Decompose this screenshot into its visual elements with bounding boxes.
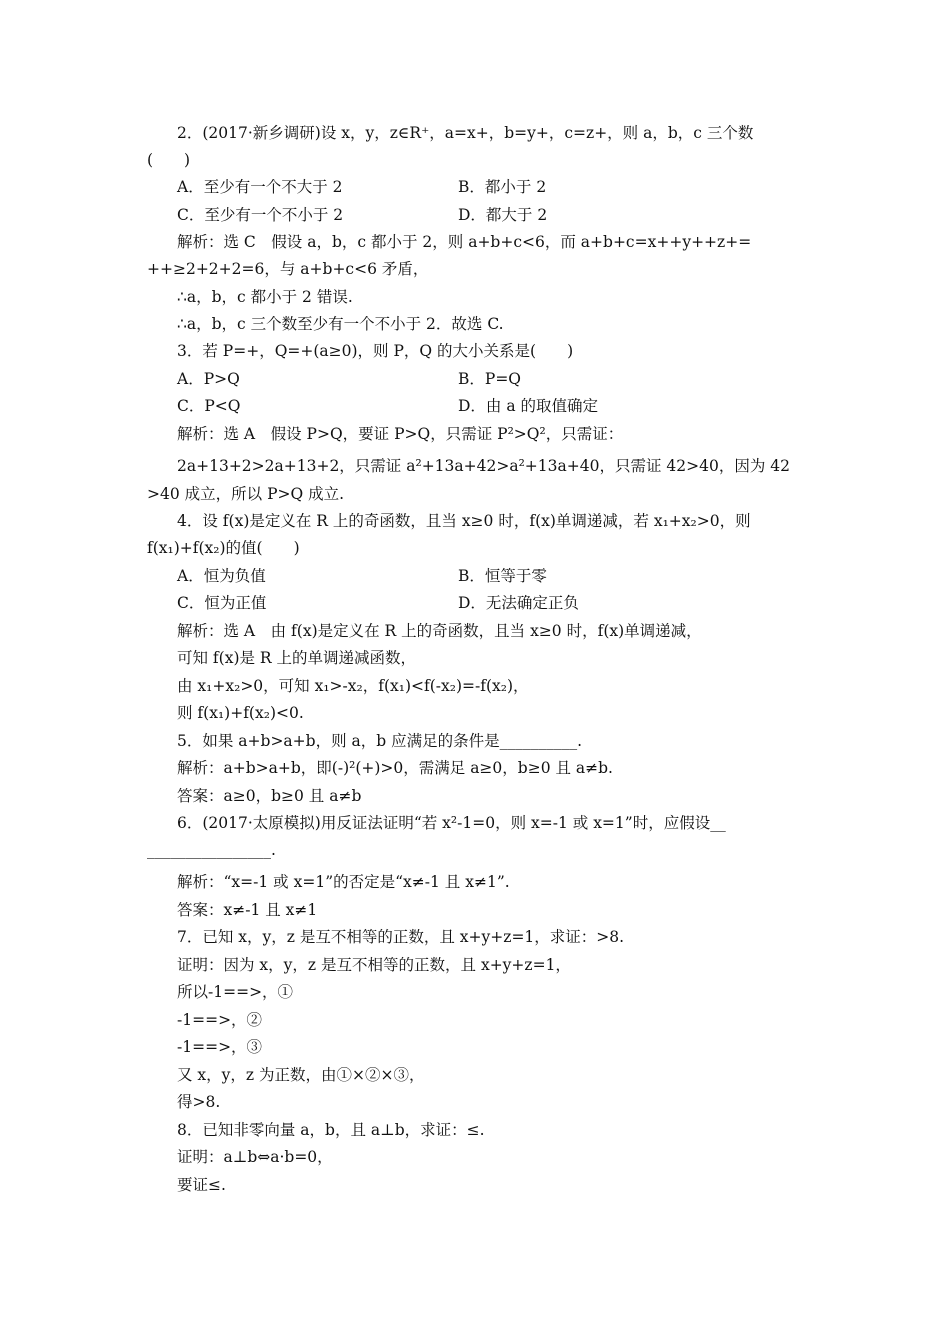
q4-solution-line3: 由 x₁+x₂>0，可知 x₁>-x₂，f(x₁)<f(-x₂)=-f(x₂)， [177, 677, 529, 695]
q5-answer: 答案：a≥0，b≥0 且 a≠b [177, 787, 362, 805]
q4-stem-line1: 4．设 f(x)是定义在 R 上的奇函数，且当 x≥0 时，f(x)单调递减，若 x₁+x₂>0，则 [177, 512, 751, 530]
q3-solution-line3: >40 成立，所以 P>Q 成立. [147, 485, 345, 503]
q8-stem: 8．已知非零向量 a，b，且 a⊥b，求证：≤. [177, 1121, 485, 1139]
q2-option-d: D．都大于 2 [458, 206, 548, 224]
q6-solution: 解析：“x=-1 或 x=1”的否定是“x≠-1 且 x≠1”. [177, 873, 510, 891]
q2-solution-line3: ∴a，b，c 都小于 2 错误. [177, 288, 353, 306]
q3-option-d: D．由 a 的取值确定 [458, 397, 599, 415]
q5-solution: 解析：a+b>a+b，即(-)²(+)>0，需满足 a≥0，b≥0 且 a≠b. [177, 759, 613, 777]
q3-option-b: B．P=Q [458, 370, 522, 388]
q6-answer: 答案：x≠-1 且 x≠1 [177, 901, 318, 919]
q2-solution-line4: ∴a，b，c 三个数至少有一个不小于 2．故选 C. [177, 315, 504, 333]
q4-solution-line4: 则 f(x₁)+f(x₂)<0. [177, 704, 304, 722]
q7-proof-line2: 所以-1==>，① [177, 983, 294, 1001]
q2-stem-line1: 2．(2017·新乡调研)设 x，y，z∈R⁺，a=x+，b=y+，c=z+，则 a，b，c 三个数 [177, 124, 754, 142]
q4-option-a: A．恒为负值 [177, 567, 266, 585]
q4-option-b: B．恒等于零 [458, 567, 547, 585]
q4-option-d: D．无法确定正负 [458, 594, 579, 612]
q7-proof-line1: 证明：因为 x，y，z 是互不相等的正数，且 x+y+z=1， [177, 956, 571, 974]
q3-stem: 3．若 P=+，Q=+(a≥0)，则 P，Q 的大小关系是( ) [177, 342, 574, 360]
q3-option-c: C．P<Q [177, 397, 241, 415]
q6-stem-line1: 6．(2017·太原模拟)用反证法证明“若 x²-1=0，则 x=-1 或 x=1”时，应假设__ [177, 814, 726, 832]
q4-solution-line2: 可知 f(x)是 R 上的单调递减函数， [177, 649, 417, 667]
q4-solution-line1: 解析：选 A 由 f(x)是定义在 R 上的奇函数，且当 x≥0 时，f(x)单调递减， [177, 622, 702, 640]
q2-solution-line1: 解析：选 C 假设 a，b，c 都小于 2，则 a+b+c<6，而 a+b+c=x++y++z+= [177, 233, 752, 251]
q7-proof-line3: -1==>，② [177, 1011, 263, 1029]
q6-stem-line2: ________________. [147, 841, 276, 859]
q3-solution-line1: 解析：选 A 假设 P>Q，要证 P>Q，只需证 P²>Q²，只需证： [177, 425, 624, 443]
q4-option-c: C．恒为正值 [177, 594, 267, 612]
q7-proof-line5: 又 x，y，z 为正数，由①×②×③， [177, 1066, 425, 1084]
q3-option-a: A．P>Q [177, 370, 240, 388]
q7-stem: 7．已知 x，y，z 是互不相等的正数，且 x+y+z=1，求证：>8. [177, 928, 625, 946]
q2-option-b: B．都小于 2 [458, 178, 547, 196]
q8-proof-line2: 要证≤. [177, 1176, 226, 1194]
q2-option-a: A．至少有一个不大于 2 [177, 178, 343, 196]
q2-option-c: C．至少有一个不小于 2 [177, 206, 344, 224]
q5-stem: 5．如果 a+b>a+b，则 a，b 应满足的条件是__________. [177, 732, 583, 750]
q7-proof-line6: 得>8. [177, 1093, 221, 1111]
q8-proof-line1: 证明：a⊥b⇔a·b=0， [177, 1148, 333, 1166]
q2-solution-line2: ++≥2+2+2=6，与 a+b+c<6 矛盾， [147, 260, 429, 278]
q4-stem-line2: f(x₁)+f(x₂)的值( ) [147, 539, 300, 557]
q2-stem-line2: ( ) [147, 151, 191, 169]
q7-proof-line4: -1==>，③ [177, 1038, 263, 1056]
q3-solution-line2: 2a+13+2>2a+13+2，只需证 a²+13a+42>a²+13a+40，只需证 42>40，因为 42 [177, 457, 790, 475]
